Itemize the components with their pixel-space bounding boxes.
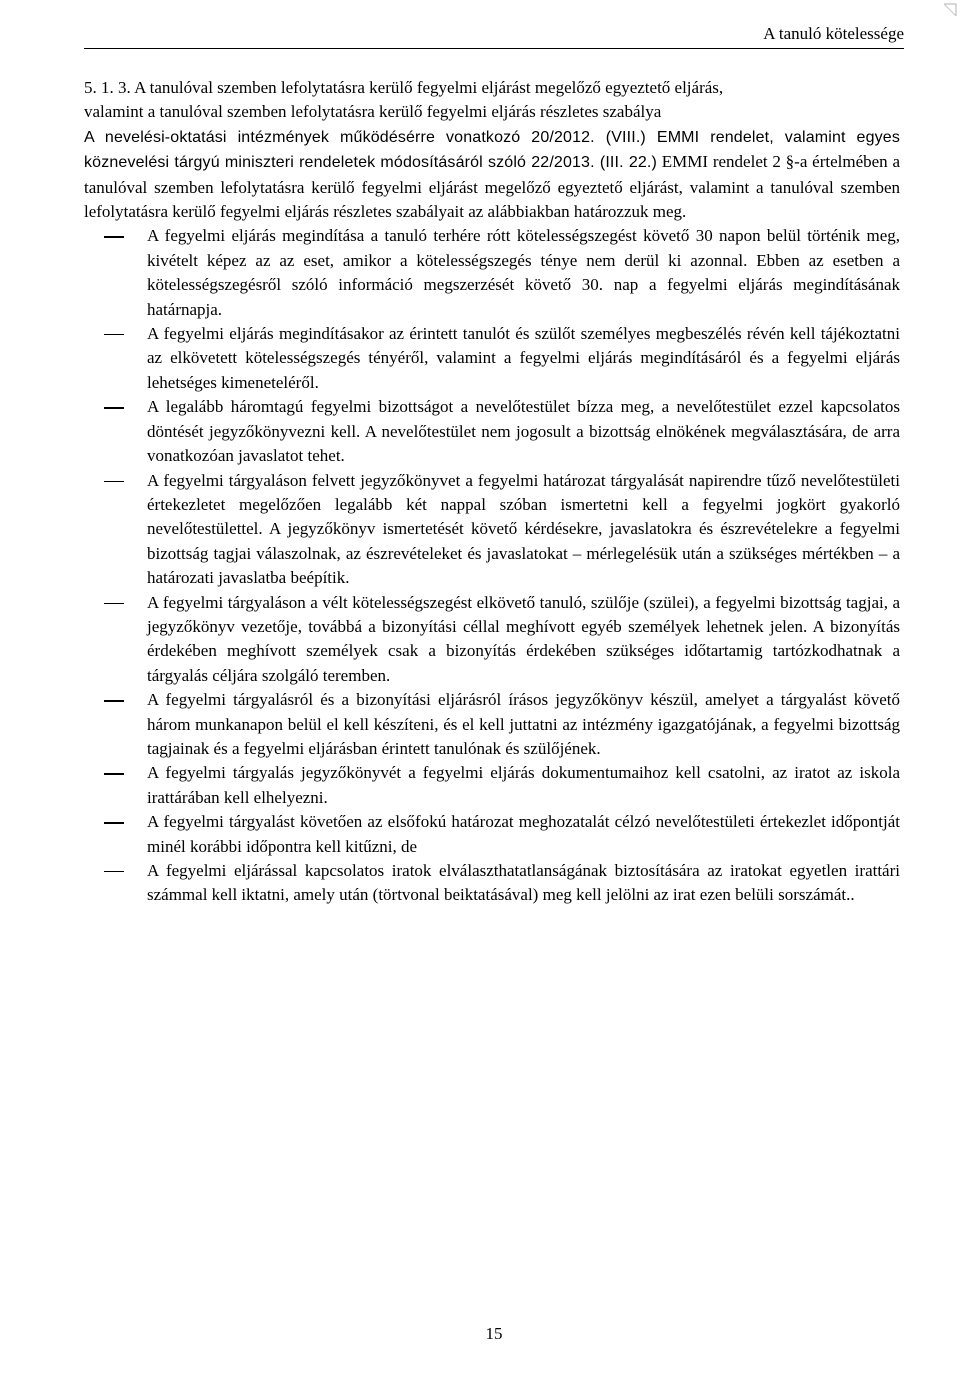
page-number: 15 [485,1324,503,1343]
list-item [84,322,900,395]
list-item-text: A fegyelmi tárgyalás jegyzőkönyvét a fegyelmi eljárás dokumentumaihoz kell csatolni, az iratot az iskola irattárában kell elhelyezni. [147,763,900,807]
document-body [84,76,900,908]
section-title-line2: valamint a tanulóval szemben lefolytatásra kerülő fegyelmi eljárás részletes szabálya [84,102,662,122]
list-item-text: A fegyelmi tárgyalást követően az elsőfokú határozat meghozatalát célzó nevelőtestületi értekezlet időpontját minél korábbi időpontra kell kitűzni, de [147,812,900,856]
intro-paragraph [84,125,900,225]
dash-bullet-icon [104,407,124,408]
section-number: 5. 1. 3. [84,78,131,97]
list-item-text: A fegyelmi eljárás megindításakor az érintett tanulót és szülőt személyes megbeszélés révén kell tájékoztatni az elkövetett kötelességszegés tényéről, valamint a fegyelmi eljárás megindításáról és a fegyelmi eljárás lehetséges kimeneteléről. [147,324,900,392]
section-title-line1: A tanulóval szemben lefolytatásra kerülő fegyelmi eljárást megelőző egyeztető eljárás, [134,78,724,97]
list-item [84,859,900,908]
list-item-text: A fegyelmi tárgyaláson a vélt kötelességszegést elkövető tanuló, szülője (szülei), a fegyelmi bizottság tagjai, a jegyzőkönyv vezetője, továbbá a bizonyítási céllal meghívott egyéb személyek lehetnek jelen. A bizonyítás érdekében meghívott személyek csak a bizonyítás érdekében szükséges időtartamig tartózkodhatnak a tárgyalás céljára szolgáló teremben. [147,592,900,685]
dash-bullet-icon [104,773,124,774]
list-item [84,395,900,468]
dash-bullet-icon [104,236,124,237]
list-item-text: A fegyelmi tárgyalásról és a bizonyítási eljárásról írásos jegyzőkönyv készül, amelyet a tárgyalást követő három munkanapon belül el kell készíteni, és el kell juttatni az intézmény igazgatójának, a fegyelmi bizottság tagjainak és a fegyelmi eljárásban érintett tanulónak és szülőjének. [147,690,900,758]
dash-bullet-icon [104,603,124,604]
dash-bullet-icon [104,871,124,872]
list-item [84,224,900,322]
list-item-text: A fegyelmi eljárás megindítása a tanuló terhére rótt kötelességszegést követő 30 napon belül történik meg, kivételt képez az az eset, amikor a kötelességszegés ténye nem derül ki azonnal. Ebben az esetben a kötelességszegésről szóló információ megszerzését követő 30. nap a fegyelmi eljárás megindításának határnapja. [147,226,900,319]
list-item-text: A fegyelmi tárgyaláson felvett jegyzőkönyvet a fegyelmi határozat tárgyalását napirendre tűző nevelőtestületi értekezletet megelőzően legalább két nappal szóban ismertetni kell a fegyelmi jogkört gyakorló nevelőtestülettel. A jegyzőkönyv ismertetését követő kérdésekre, javaslatokra és észrevételekre a fegyelmi bizottság tagjai válaszolnak, az észrevételeket és javaslatokat – mérlegelésük után a szükséges mértékben – a határozati javaslatba beépítik. [147,470,900,588]
intro-body: EMMI rendelet 2 §-a értelmében a tanulóval szemben lefolytatásra kerülő fegyelmi eljárást megelőző egyeztető eljárást, valamint a tanulóval szemben lefolytatásra kerülő fegyelmi eljárás részletes szabályait az alábbiakban határozzuk meg. [84,152,900,222]
dash-bullet-icon [104,481,124,482]
list-item-text: A legalább háromtagú fegyelmi bizottságot a nevelőtestület bízza meg, a nevelőtestület ezzel kapcsolatos döntését jegyzőkönyvezni kell. A nevelőtestület nem jogosult a bizottság elnökének megválasztására, de arra vonatkozóan javaslatot tehet. [147,397,900,466]
dash-bullet-icon [104,334,124,335]
page-curl-icon [940,0,960,20]
intro-decree-reference: A nevelési-oktatási intézmények működésérre vonatkozó 20/2012. (VIII.) EMMI rendelet, valamint egyes köznevelési tárgyú miniszteri rendeletek módosításáról szóló 22/2013. (III. 22.) [84,128,900,172]
list-item [84,688,900,761]
header-title: A tanuló kötelessége [763,24,904,43]
list-item [84,810,900,859]
dash-bullet-icon [104,822,124,823]
dash-bullet-icon [104,700,124,701]
rules-list [84,224,900,907]
section-heading [84,76,900,100]
list-item-text: A fegyelmi eljárással kapcsolatos iratok elválaszthatatlanságának biztosítására az iratokat egyetlen irattári számmal kell iktatni, amely után (törtvonal beiktatásával) meg kell jelölni az irat ezen belüli sorszámát.. [147,861,900,905]
page-header [84,22,904,49]
list-item [84,591,900,689]
list-item [84,469,900,591]
list-item [84,761,900,810]
